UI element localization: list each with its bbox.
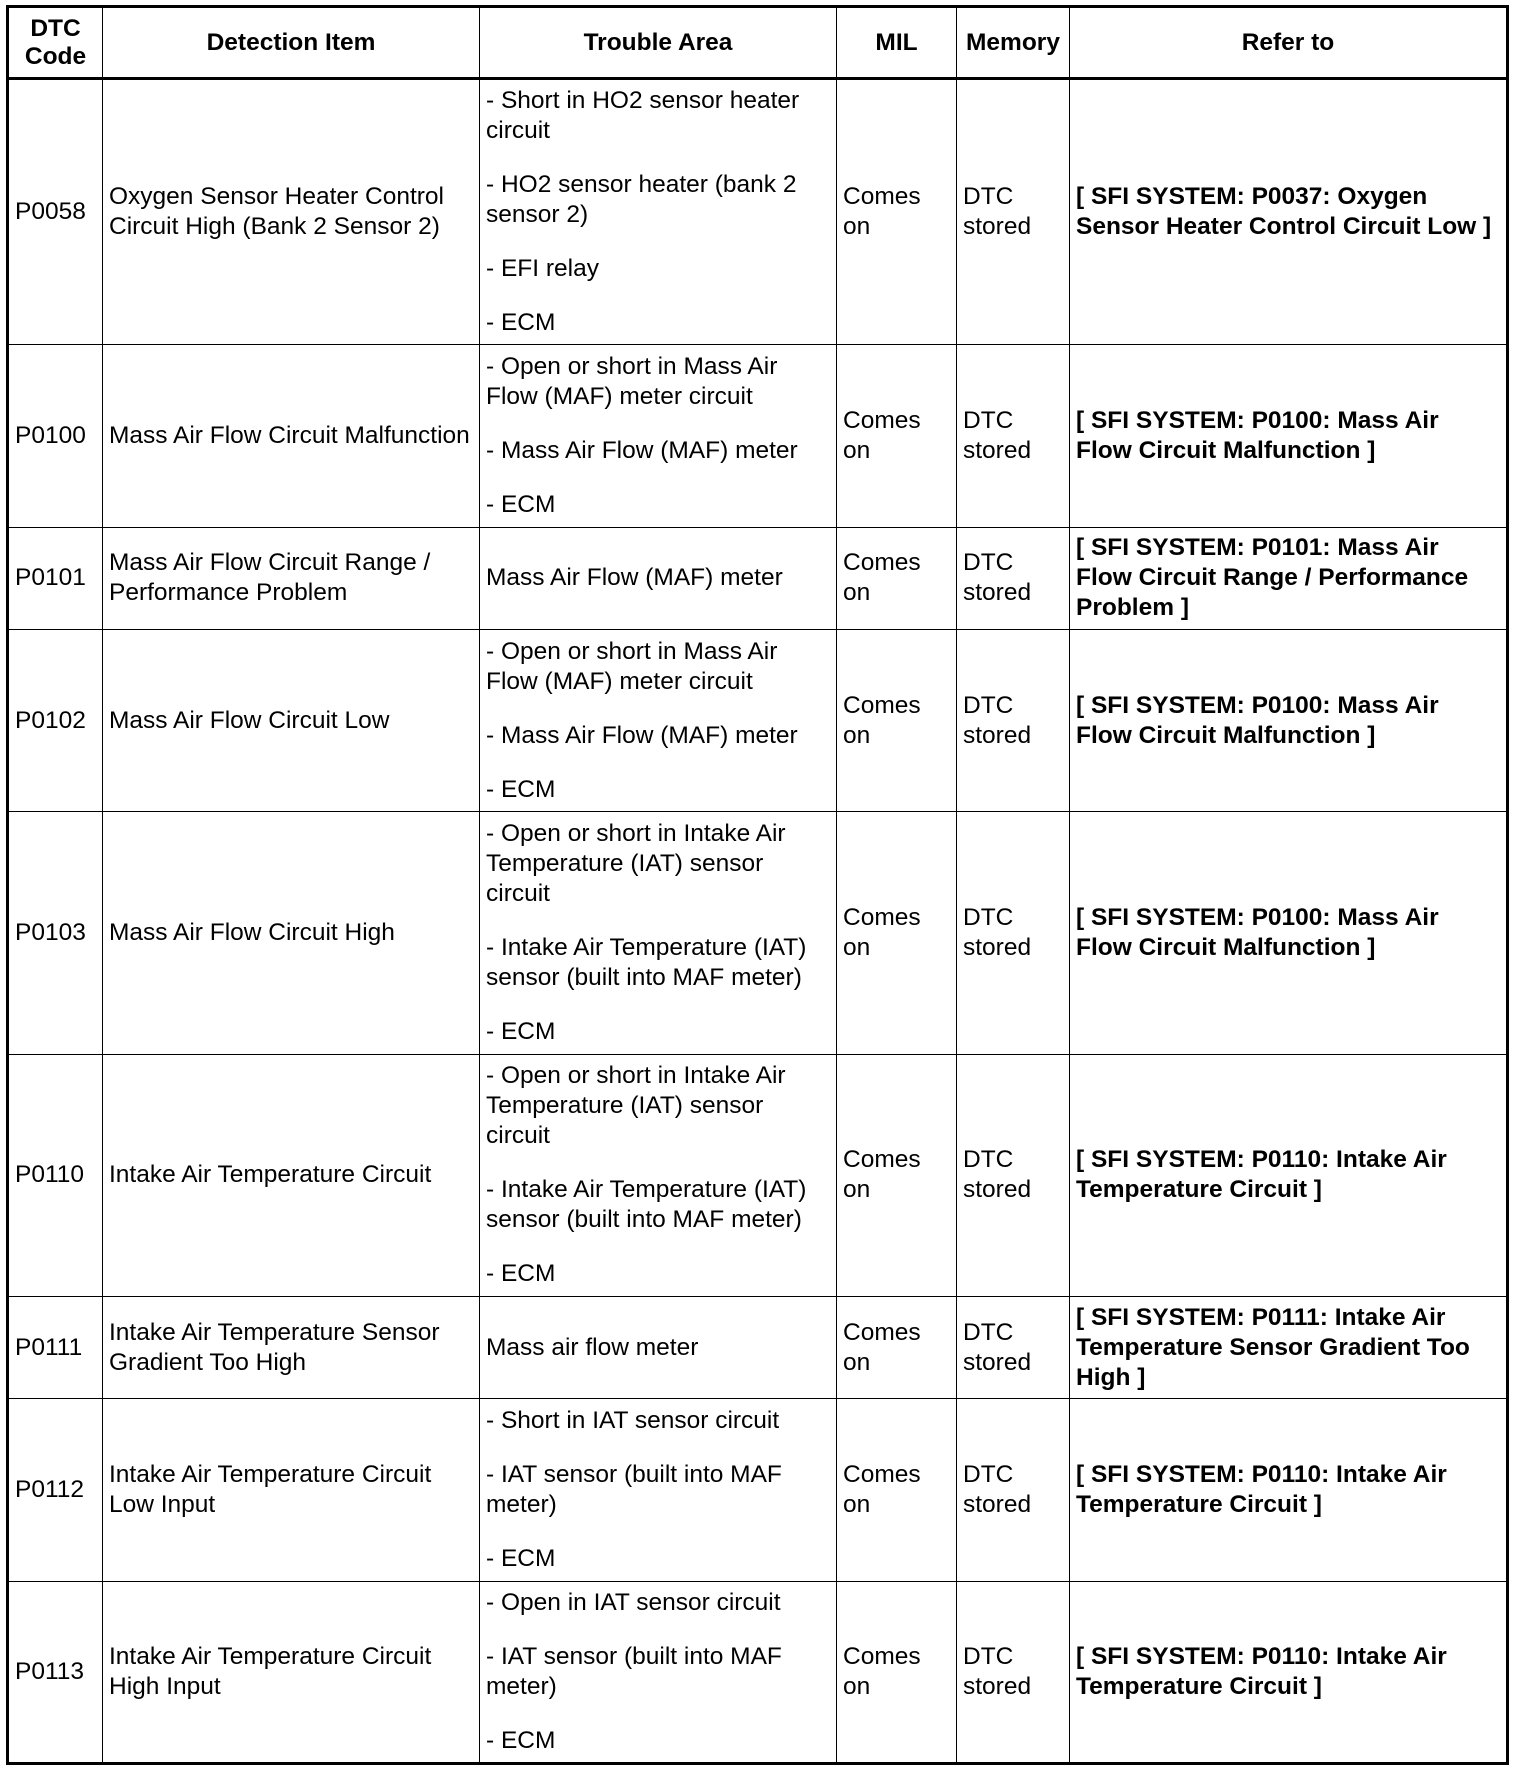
trouble-area-item: - Short in IAT sensor circuit [486,1406,780,1434]
trouble-area-item: Mass air flow meter [486,1333,699,1361]
trouble-area-cell [480,629,837,811]
header-memory: Memory [957,7,1070,79]
refer-to-cell: [ SFI SYSTEM: P0111: Intake Air Temperature Sensor Gradient Too High ] [1070,1297,1508,1399]
memory-cell: DTC stored [957,79,1070,345]
trouble-area-item: - Intake Air Temperature (IAT) sensor (built into MAF meter) [486,1176,807,1234]
trouble-area-item: - Mass Air Flow (MAF) meter [486,437,798,465]
table-row [8,812,1508,1054]
trouble-area-item: - Mass Air Flow (MAF) meter [486,721,798,749]
memory-cell: DTC stored [957,629,1070,811]
table-header-row [8,7,1508,79]
header-mil: MIL [837,7,957,79]
table-row [8,1297,1508,1399]
memory-cell: DTC stored [957,1054,1070,1296]
trouble-area-item: - ECM [486,1017,556,1045]
mil-cell: Comes on [837,79,957,345]
table-row [8,527,1508,629]
mil-cell: Comes on [837,629,957,811]
trouble-area-item: - Open or short in Intake Air Temperature (IAT) sensor circuit [486,1062,786,1150]
mil-cell: Comes on [837,812,957,1054]
table-row [8,1581,1508,1763]
refer-to-cell: [ SFI SYSTEM: P0100: Mass Air Flow Circuit Malfunction ] [1070,629,1508,811]
trouble-area-item: - HO2 sensor heater (bank 2 sensor 2) [486,171,797,229]
table-row [8,79,1508,345]
dtc-table [6,5,1509,1765]
dtc-code-cell: P0100 [8,345,103,527]
memory-cell: DTC stored [957,1297,1070,1399]
refer-to-cell: [ SFI SYSTEM: P0110: Intake Air Temperature Circuit ] [1070,1054,1508,1296]
table-body [8,79,1508,1764]
trouble-area-cell [480,1581,837,1763]
detection-item-cell: Intake Air Temperature Circuit [103,1054,480,1296]
table-row [8,345,1508,527]
trouble-area-cell [480,345,837,527]
refer-to-cell: [ SFI SYSTEM: P0110: Intake Air Temperature Circuit ] [1070,1581,1508,1763]
header-trouble-area: Trouble Area [480,7,837,79]
detection-item-cell: Intake Air Temperature Circuit Low Input [103,1399,480,1581]
refer-to-cell: [ SFI SYSTEM: P0101: Mass Air Flow Circuit Range / Performance Problem ] [1070,527,1508,629]
trouble-area-cell [480,527,837,629]
table-row [8,629,1508,811]
header-detection-item: Detection Item [103,7,480,79]
memory-cell: DTC stored [957,1581,1070,1763]
memory-cell: DTC stored [957,345,1070,527]
detection-item-cell: Intake Air Temperature Sensor Gradient Too High [103,1297,480,1399]
dtc-code-cell: P0058 [8,79,103,345]
trouble-area-item: - EFI relay [486,255,599,283]
trouble-area-cell [480,79,837,345]
refer-to-cell: [ SFI SYSTEM: P0100: Mass Air Flow Circuit Malfunction ] [1070,345,1508,527]
trouble-area-item: - ECM [486,775,556,803]
trouble-area-item: Mass Air Flow (MAF) meter [486,564,783,592]
dtc-code-cell: P0101 [8,527,103,629]
header-dtc-code: DTC Code [8,7,103,79]
mil-cell: Comes on [837,1054,957,1296]
dtc-code-cell: P0102 [8,629,103,811]
trouble-area-item: - Open or short in Mass Air Flow (MAF) meter circuit [486,637,778,695]
mil-cell: Comes on [837,1399,957,1581]
trouble-area-item: - Open or short in Mass Air Flow (MAF) meter circuit [486,353,778,411]
dtc-code-cell: P0113 [8,1581,103,1763]
trouble-area-item: - ECM [486,491,556,519]
refer-to-cell: [ SFI SYSTEM: P0100: Mass Air Flow Circuit Malfunction ] [1070,812,1508,1054]
table-row [8,1054,1508,1296]
mil-cell: Comes on [837,527,957,629]
trouble-area-item: - Intake Air Temperature (IAT) sensor (built into MAF meter) [486,933,807,991]
dtc-code-cell: P0110 [8,1054,103,1296]
trouble-area-item: - Open in IAT sensor circuit [486,1588,781,1616]
dtc-code-cell: P0103 [8,812,103,1054]
dtc-code-cell: P0112 [8,1399,103,1581]
trouble-area-cell [480,1399,837,1581]
mil-cell: Comes on [837,345,957,527]
detection-item-cell: Mass Air Flow Circuit Malfunction [103,345,480,527]
trouble-area-cell [480,812,837,1054]
memory-cell: DTC stored [957,527,1070,629]
refer-to-cell: [ SFI SYSTEM: P0037: Oxygen Sensor Heater Control Circuit Low ] [1070,79,1508,345]
detection-item-cell: Mass Air Flow Circuit High [103,812,480,1054]
detection-item-cell: Mass Air Flow Circuit Range / Performance Problem [103,527,480,629]
trouble-area-item: - Open or short in Intake Air Temperature (IAT) sensor circuit [486,819,786,907]
detection-item-cell: Intake Air Temperature Circuit High Input [103,1581,480,1763]
memory-cell: DTC stored [957,1399,1070,1581]
detection-item-cell: Mass Air Flow Circuit Low [103,629,480,811]
trouble-area-item: - IAT sensor (built into MAF meter) [486,1642,782,1700]
table-row [8,1399,1508,1581]
trouble-area-cell [480,1054,837,1296]
trouble-area-item: - IAT sensor (built into MAF meter) [486,1460,782,1518]
trouble-area-item: - ECM [486,1544,556,1572]
trouble-area-cell [480,1297,837,1399]
refer-to-cell: [ SFI SYSTEM: P0110: Intake Air Temperature Circuit ] [1070,1399,1508,1581]
detection-item-cell: Oxygen Sensor Heater Control Circuit High (Bank 2 Sensor 2) [103,79,480,345]
trouble-area-item: - Short in HO2 sensor heater circuit [486,87,800,145]
dtc-code-cell: P0111 [8,1297,103,1399]
mil-cell: Comes on [837,1581,957,1763]
mil-cell: Comes on [837,1297,957,1399]
header-refer-to: Refer to [1070,7,1508,79]
trouble-area-item: - ECM [486,1726,556,1754]
trouble-area-item: - ECM [486,1260,556,1288]
memory-cell: DTC stored [957,812,1070,1054]
trouble-area-item: - ECM [486,309,556,337]
